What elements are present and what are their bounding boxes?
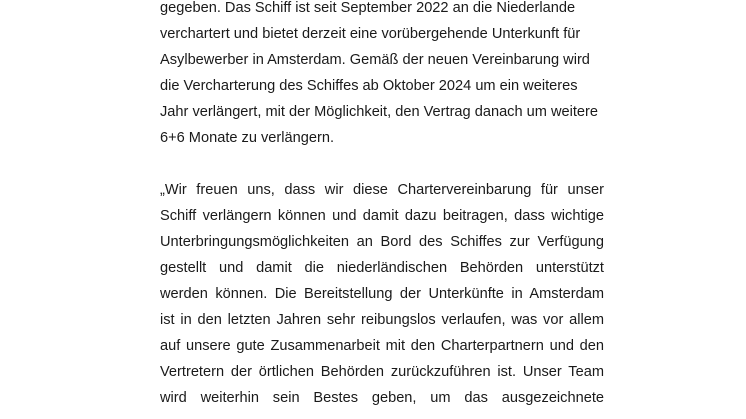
- text-line: „Wir freuen uns, dass wir diese Chartervereinbarung für unser: [160, 182, 604, 198]
- text-line: Schiff verlängern können und damit dazu beitragen, dass wichtige: [160, 208, 604, 224]
- paragraph-ship-charter-info: [160, 0, 604, 151]
- text-line: ist in den letzten Jahren sehr reibungslos verlaufen, was vor allem: [160, 312, 604, 328]
- text-line: die Vercharterung des Schiffes ab Oktober 2024 um ein weiteres: [160, 78, 578, 94]
- text-line: verchartert und bietet derzeit eine vorübergehende Unterkunft für: [160, 26, 581, 42]
- text-line: 6+6 Monate zu verlängern.: [160, 130, 335, 146]
- text-line: auf unsere gute Zusammenarbeit mit den Charterpartnern und den: [160, 338, 604, 354]
- text-line: Asylbewerber in Amsterdam. Gemäß der neuen Vereinbarung wird: [160, 52, 590, 68]
- text-line: gegeben. Das Schiff ist seit September 2022 an die Niederlande: [160, 0, 576, 16]
- text-line: wird weiterhin sein Bestes geben, um das ausgezeichnete: [160, 390, 604, 406]
- text-line: Jahr verlängert, mit der Möglichkeit, den Vertrag danach um weitere: [160, 104, 599, 120]
- text-line: werden können. Die Bereitstellung der Unterkünfte in Amsterdam: [160, 286, 604, 302]
- paragraph-quote: [160, 177, 604, 411]
- text-line: gestellt und damit die niederländischen Behörden unterstützt: [160, 260, 604, 276]
- text-line: Vertretern der örtlichen Behörden zurückzuführen ist. Unser Team: [160, 364, 604, 380]
- text-line: Unterbringungsmöglichkeiten an Bord des Schiffes zur Verfügung: [160, 234, 604, 250]
